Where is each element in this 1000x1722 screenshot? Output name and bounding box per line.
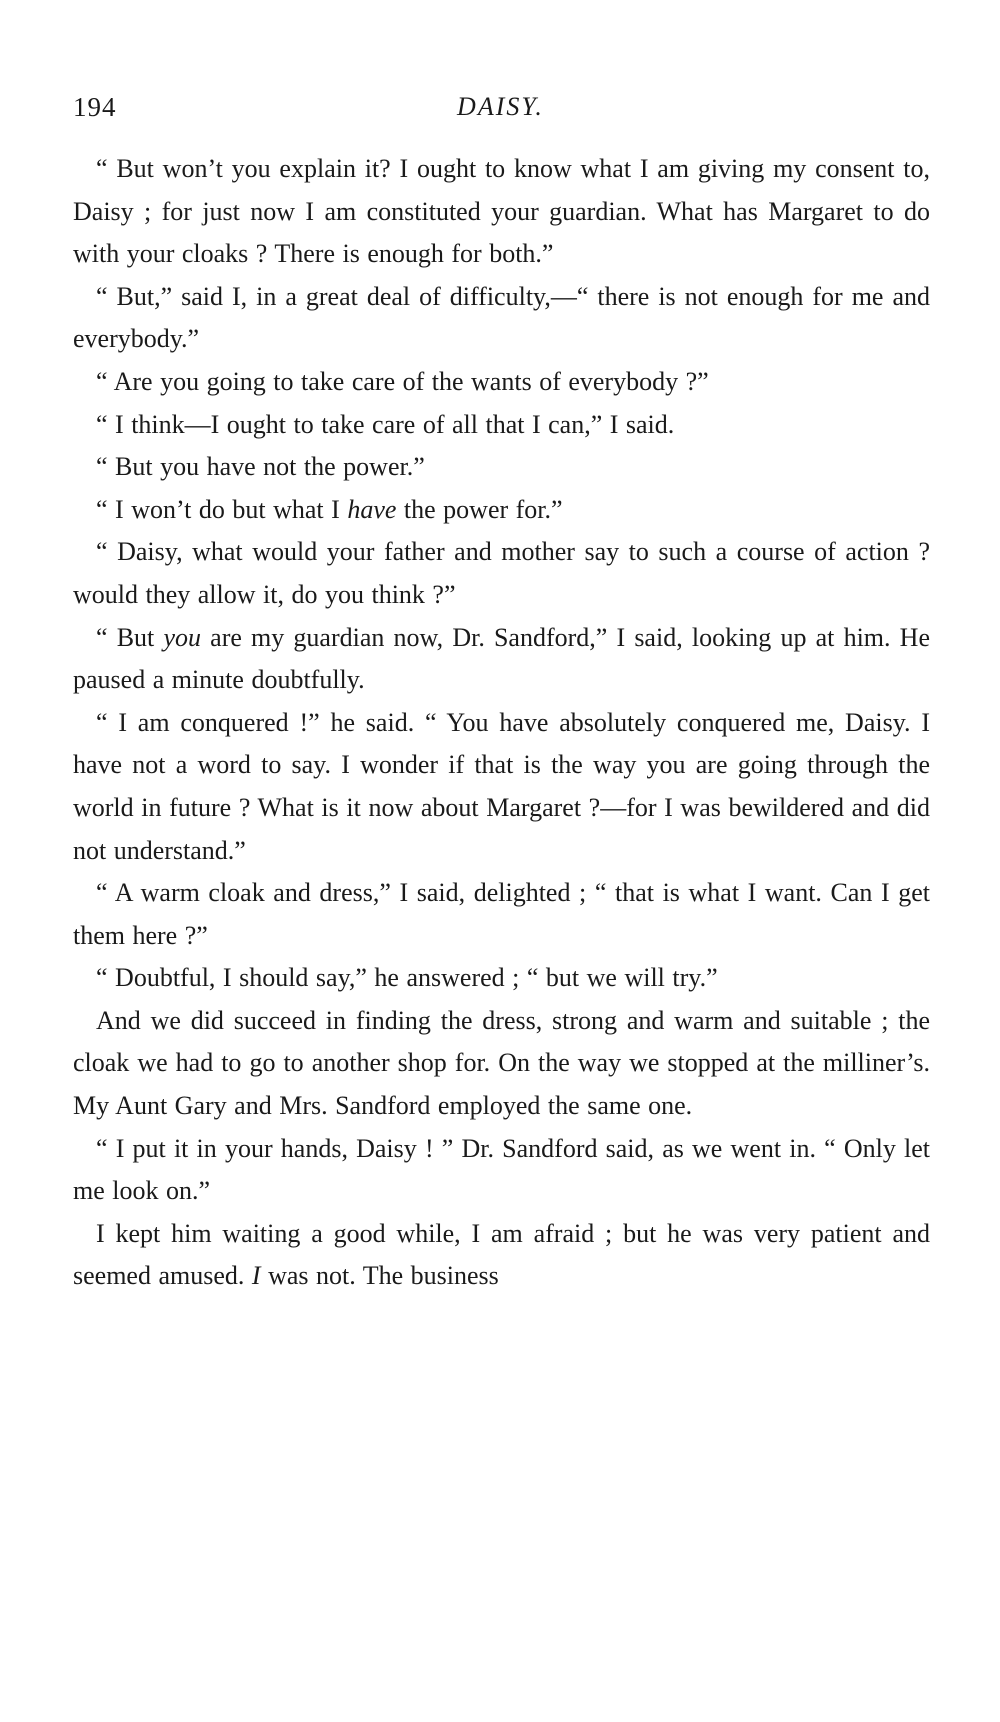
text-run: “ I am conquered !” he said. “ You have absolutely conquered me, Daisy. I have not a word to say. I wonder if that is the way you are going through the world in future ? What is it now about Margaret ?—for I was bewildered and did not understand.” [73,707,930,865]
text-run: “ I think—I ought to take care of all that I can,” I said. [96,409,675,439]
paragraph [73,1128,930,1213]
text-run: “ But,” said I, in a great deal of difficulty,—“ there is not enough for me and everybody.” [73,281,930,354]
paragraph [73,957,930,1000]
text-run: “ Doubtful, I should say,” he answered ; “ but we will try.” [96,963,718,993]
text-run: And we did succeed in finding the dress, strong and warm and suitable ; the cloak we had to go to another shop for. On the way we stopped at the milliner’s. My Aunt Gary and Mrs. Sandford employed the same one. [73,1005,930,1121]
text-run: was not. The business [260,1261,499,1291]
text-run: “ Daisy, what would your father and mother say to such a course of action ? would they allow it, do you think ?” [73,537,930,609]
paragraph [73,489,930,532]
body-text [73,148,930,1298]
paragraph [73,446,930,489]
paragraph [73,531,930,616]
text-run: “ But [96,622,164,652]
paragraph [73,1213,930,1298]
text-run: “ A warm cloak and dress,” I said, delighted ; “ that is what I want. Can I get them here ?” [73,878,930,950]
paragraph [73,276,930,361]
paragraph [73,404,930,447]
paragraph [73,361,930,404]
text-run: the power for.” [396,494,563,524]
text-run: are my guardian now, Dr. Sandford,” I said, looking up at him. He paused a minute doubtfully. [73,622,930,695]
paragraph [73,872,930,957]
text-run: “ Are you going to take care of the wants of everybody ?” [96,366,709,396]
italic-text: I [251,1261,261,1291]
page-header [73,92,928,132]
text-run: “ I put it in your hands, Daisy ! ” Dr. Sandford said, as we went in. “ Only let me look on.” [73,1133,930,1206]
paragraph [73,702,930,872]
page-number: 194 [73,92,117,122]
text-run: “ I won’t do but what I [96,494,348,524]
italic-text: you [163,622,201,652]
text-run: “ But you have not the power.” [96,452,425,482]
paragraph [73,148,930,276]
paragraph [73,1000,930,1128]
italic-text: have [347,494,397,524]
text-run: I kept him waiting a good while, I am afraid ; but he was very patient and seemed amused. [73,1218,930,1291]
running-title: DAISY. [457,92,544,121]
text-run: “ But won’t you explain it? I ought to know what I am giving my consent to, Daisy ; for just now I am constituted your guardian. What has Margaret to do with your cloaks ? There is enough for both.” [73,154,930,269]
paragraph [73,617,930,702]
